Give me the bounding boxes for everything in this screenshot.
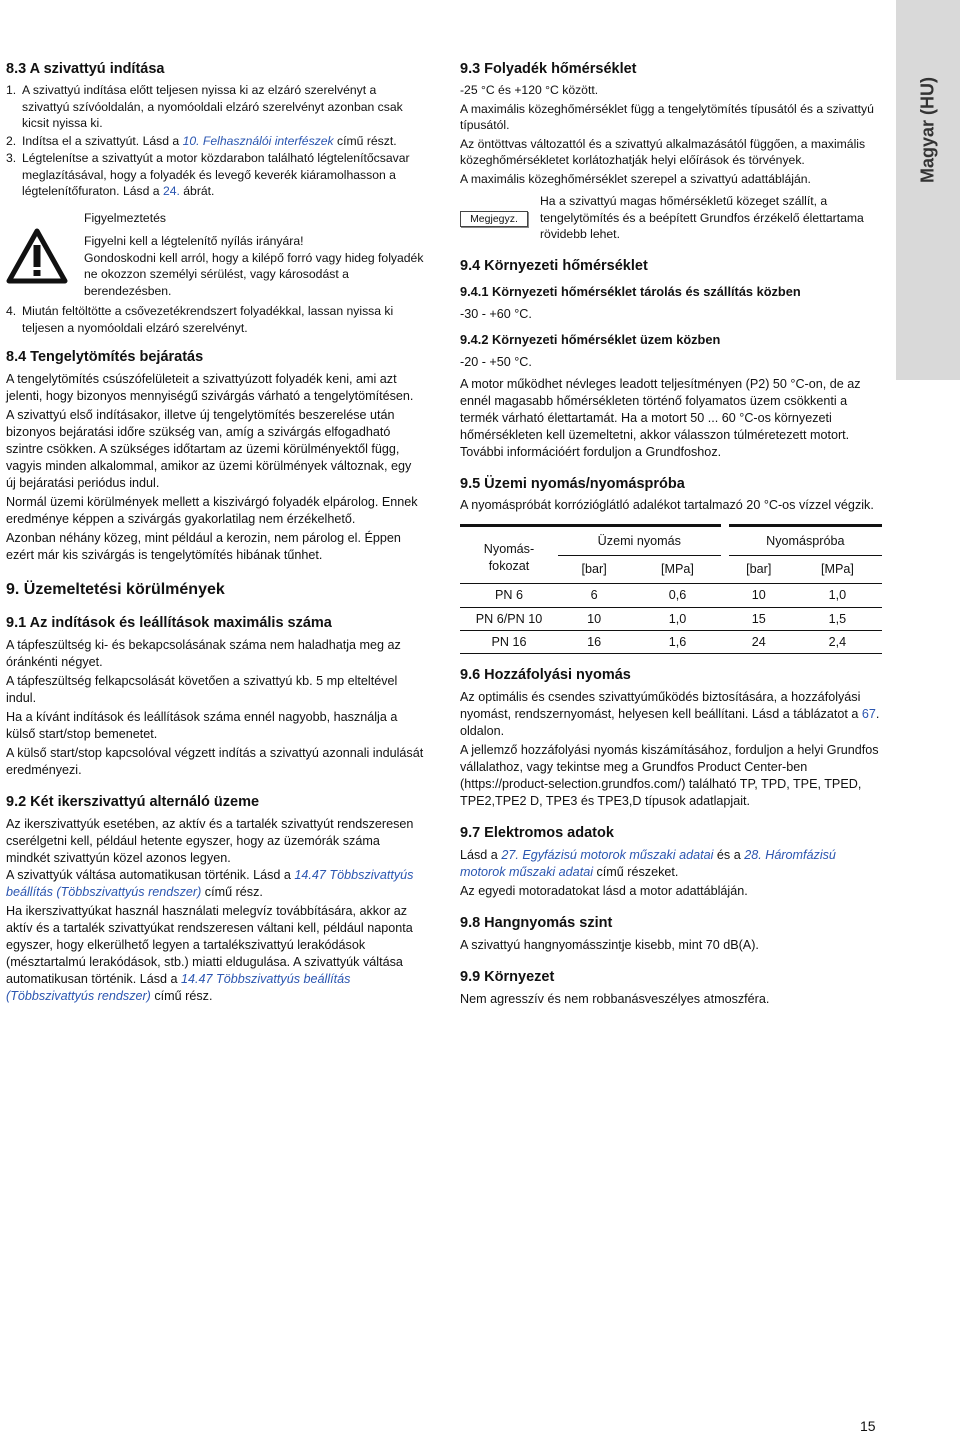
s84-p1: A tengelytömítés csúszófelületeit a szivattyúzott folyadék keni, ami azt jelenti, hogy bizonyos mennyiségű szivárgás várható a tengelytömítésen. bbox=[6, 372, 414, 403]
step-1: 1. A szivattyú indítása előtt teljesen nyissa ki az elzáró szerelvényt a szivattyú szívóoldalán, a nyomóoldali elzáró szerelvényt azonban csak kicsit nyissa ki. bbox=[6, 83, 403, 130]
s97-p1: Lásd a 27. Egyfázisú motorok műszaki adatai és a 28. Háromfázisú motorok műszaki adatai című részeket. bbox=[460, 847, 836, 879]
section-9-4-2-title: 9.4.2 Környezeti hőmérséklet üzem közben bbox=[460, 331, 721, 347]
s92-p3: Ha ikerszivattyúkat használ használati melegvíz továbbítására, akkor az aktív és a tartalék szivattyúkat rendszeresen váltani kell, például naponta egyszer, hogy elkerülhető legyen a tartalékszivattyú lerakódások (mésztartalmú lerakódások, stb.) miatti eldugulása. A szivattyúk váltása automatikusan történik. Lásd a 14.47 Többszivattyús beállítás (Többszivattyús rendszer) című rész. bbox=[6, 904, 413, 1003]
figure-24-link[interactable]: 24. bbox=[162, 184, 180, 198]
s99-p1: Nem agresszív és nem robbanásveszélyes atmoszféra. bbox=[460, 991, 770, 1006]
section-9-title: 9. Üzemeltetési körülmények bbox=[6, 581, 225, 598]
note-box bbox=[460, 193, 882, 243]
pressure-table bbox=[460, 524, 882, 654]
s84-p2: A szivattyú első indításakor, illetve új tengelytömítés beszerelése után bizonyos bejáratási időre szükség van, amíg a szivárgás elfogadható szintre csökken. A szükséges időtartam az üzemi körülményektől függ, vagyis minden alkalommal, amikor az üzemi körülmények változnak, egy új bejáratási periódus indul. bbox=[6, 408, 412, 490]
table-row: PN 6/PN 10 10 1,0 15 1,5 bbox=[460, 607, 882, 630]
section-9-5-title: 9.5 Üzemi nyomás/nyomáspróba bbox=[460, 475, 685, 492]
s96-p2: A jellemző hozzáfolyási nyomás kiszámításához, forduljon a helyi Grundfos vállalathoz, vagy tekintse meg a Grundfos Product Center-ben (https://product-selection.grundfos.com/) található TP, TPD, TPE, TPED, TPE2,TPE2 D, TPE3 és TPE3,D típusok adatlapjait. bbox=[460, 742, 879, 808]
unit-header: [bar] bbox=[581, 562, 607, 576]
s93-p4: A maximális közeghőmérséklet szerepel a szivattyú adattábláján. bbox=[460, 171, 811, 186]
s91-p1: A tápfeszültség ki- és bekapcsolásának száma nem haladhatja meg az óránkénti négyet. bbox=[6, 638, 401, 669]
s98-p1: A szivattyú hangnyomásszintje kisebb, mint 70 dB(A). bbox=[460, 937, 759, 952]
s92-p2: A szivattyúk váltása automatikusan történik. Lásd a 14.47 Többszivattyús beállítás (Többszivattyús rendszer) című rész. bbox=[6, 868, 414, 899]
s93-p1: -25 °C és +120 °C között. bbox=[460, 83, 599, 97]
section-9-7-title: 9.7 Elektromos adatok bbox=[460, 824, 614, 841]
s84-p3: Normál üzemi körülmények mellett a kiszivárgó folyadék elpárolog. Ennek eredménye képpen a szivárgás gyakorlatilag nem érzékelhető. bbox=[6, 495, 418, 526]
step-3: 3. Légtelenítse a szivattyút a motor közdarabon található légtelenítőcsavar meglazításával, hogy a folyadék és levegő keverék kiáramolhasson a légtelenítőfuraton. Lásd a 24. ábrát. bbox=[6, 151, 410, 198]
section-9-8-title: 9.8 Hangnyomás szint bbox=[460, 914, 613, 931]
table-row: PN 6 6 0,6 10 1,0 bbox=[460, 583, 882, 607]
section-9-6-title: 9.6 Hozzáfolyási nyomás bbox=[460, 666, 631, 683]
s94-p1: A motor működhet névleges leadott teljesítményen (P2) 50 °C-on, de az ennél magasabb hőmérsékleten történő folyamatos üzem csökkenti a termék várható élettartamát. Ha a motort 50 ... 60 °C-os környezeti hőmérsékleten kell üzemeltetni, akkor válasszon túlméretezett motort. További információért forduljon a Grundfoshoz. bbox=[460, 376, 861, 459]
unit-header: [bar] bbox=[746, 562, 772, 576]
left-column bbox=[6, 58, 424, 1005]
table-row: PN 16 16 1,6 24 2,4 bbox=[460, 630, 882, 653]
warning-triangle-icon bbox=[6, 228, 68, 284]
s91-p3: Ha a kívánt indítások és leállítások száma ennél nagyobb, használja a külső start/stop bemenetet. bbox=[6, 710, 398, 741]
warning-box bbox=[6, 210, 424, 300]
language-label: Magyar (HU) bbox=[917, 76, 938, 184]
s97-p2: Az egyedi motoradatokat lásd a motor adattábláján. bbox=[460, 883, 748, 898]
multipump-link-2[interactable]: 14.47 Többszivattyús beállítás (Többszivattyús rendszer) bbox=[6, 972, 351, 1003]
step-2: 2. Indítsa el a szivattyút. Lásd a 10. Felhasználói interfészek című részt. bbox=[6, 133, 397, 148]
single-phase-link[interactable]: 27. Egyfázisú motorok műszaki adatai bbox=[501, 847, 714, 862]
section-9-3-title: 9.3 Folyadék hőmérséklet bbox=[460, 61, 637, 77]
s92-p1: Az ikerszivattyúk esetében, az aktív és a tartalék szivattyút rendszeresen cserélgetni kell, például hetente egyszer, hogy az üzemórák száma mindkét szivattyún közel azonos legyen. bbox=[6, 817, 414, 865]
section-8-4-title: 8.4 Tengelytömítés bejáratás bbox=[6, 349, 204, 365]
col-stage-header: Nyomás- fokozat bbox=[483, 541, 535, 573]
section-9-9-title: 9.9 Környezet bbox=[460, 968, 555, 985]
s96-p1: Az optimális és csendes szivattyúműködés biztosítására, a hozzáfolyási nyomást, rendszernyomást, helyesen kell beállítani. Lásd a táblázatot a 67. oldalon. bbox=[460, 689, 880, 738]
col-group-operating: Üzemi nyomás bbox=[558, 525, 725, 555]
right-column bbox=[460, 58, 882, 1008]
col-group-test: Nyomáspróba bbox=[725, 525, 882, 555]
s84-p4: Azonban néhány közeg, mint például a kerozin, nem párolog el. Éppen ezért már kis szivárgás is tengelytömítés hibának tűnhet. bbox=[6, 531, 401, 562]
section-8-3-title: 8.3 A szivattyú indítása bbox=[6, 61, 165, 77]
s95-p1: A nyomáspróbát korrózióglátló adalékot tartalmazó 20 °C-os vízzel végzik. bbox=[460, 497, 874, 512]
unit-header: [MPa] bbox=[660, 562, 694, 576]
page-number: 15 bbox=[860, 1418, 876, 1434]
s941-value: -30 - +60 °C. bbox=[460, 306, 532, 321]
s93-p3: Az öntöttvas változattól és a szivattyú alkalmazásától függően, a maximális közeghőmérsékletet korlátozhatják helyi előírások és törvények. bbox=[460, 136, 866, 167]
note-text: Ha a szivattyú magas hőmérsékletű közeget szállít, a tengelytömítés és a beépített Grundfos érzékelő élettartama rövidebb lehet. bbox=[540, 194, 864, 241]
section-9-4-title: 9.4 Környezeti hőmérséklet bbox=[460, 257, 648, 274]
warning-line-1: Figyelni kell a légtelenítő nyílás irányára! bbox=[84, 234, 304, 248]
s91-p4: A külső start/stop kapcsolóval végzett indítás a szivattyú azonnali indulását eredményezi. bbox=[6, 746, 424, 777]
page-67-link[interactable]: 67 bbox=[861, 706, 876, 721]
s942-value: -20 - +50 °C. bbox=[460, 354, 532, 369]
s91-p2: A tápfeszültség felkapcsolását követően a szivattyú kb. 5 mp elteltével indul. bbox=[6, 674, 398, 705]
note-label: Megjegyz. bbox=[460, 211, 528, 227]
unit-header: [MPa] bbox=[820, 562, 854, 576]
section-9-4-1-title: 9.4.1 Környezeti hőmérséklet tárolás és szállítás közben bbox=[460, 283, 801, 299]
warning-line-2: Gondoskodni kell arról, hogy a kilépő forró vagy hideg folyadék ne okozzon személyi sérülést, vagy károsodást a berendezésben. bbox=[84, 250, 424, 298]
step-4: 4. Miután feltöltötte a csővezetékrendszert folyadékkal, lassan nyissa ki teljesen a nyomóoldali elzáró szerelvényt. bbox=[6, 304, 394, 335]
section-9-1-title: 9.1 Az indítások és leállítások maximális száma bbox=[6, 615, 332, 631]
s93-p2: A maximális közeghőmérséklet függ a tengelytömítés típusától és a szivattyú típusától. bbox=[460, 101, 874, 132]
three-phase-link[interactable]: 28. Háromfázisú motorok műszaki adatai bbox=[460, 847, 836, 879]
interfaces-link[interactable]: 10. Felhasználói interfészek bbox=[182, 133, 334, 148]
language-side-tab bbox=[896, 0, 960, 380]
multipump-link-1[interactable]: 14.47 Többszivattyús beállítás (Többszivattyús rendszer) bbox=[6, 868, 414, 899]
warning-title: Figyelmeztetés bbox=[84, 210, 166, 225]
section-9-2-title: 9.2 Két ikerszivattyú alternáló üzeme bbox=[6, 794, 260, 810]
